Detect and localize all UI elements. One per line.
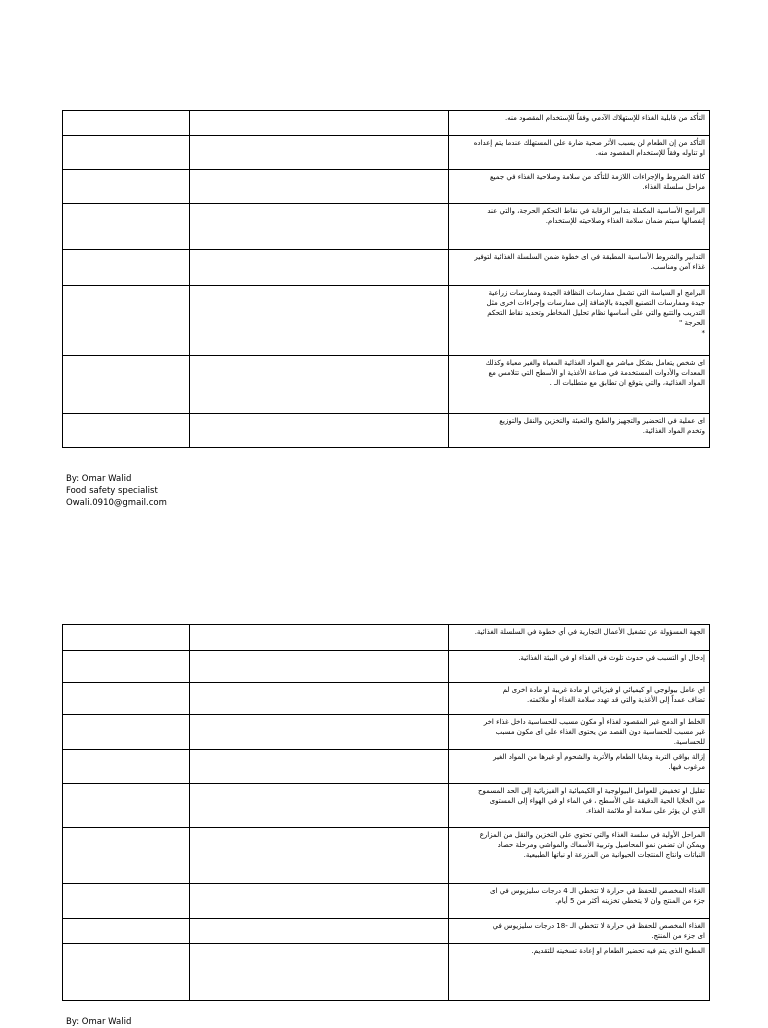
definition-text: كافة الشروط والإجراءات اللازمة للتأكد من سلامة وصلاحية الغذاء في جميع مراحل سلسلة الغذاء. <box>489 173 705 191</box>
definition-cell <box>449 250 710 286</box>
definition-cell <box>449 651 710 683</box>
definition-text: الجهة المسؤولة عن تشغيل الأعمال التجارية في أي خطوة في السلسلة الغذائية. <box>474 628 705 636</box>
table-row <box>63 286 710 356</box>
author-name: By: Omar Walid <box>66 474 132 484</box>
arabic-term-cell <box>190 784 449 828</box>
definition-cell <box>449 828 710 884</box>
table-row <box>63 784 710 828</box>
table-row <box>63 170 710 204</box>
arabic-term-cell <box>190 651 449 683</box>
definition-cell <box>449 884 710 919</box>
arabic-term-cell <box>190 919 449 944</box>
definition-text: إزالة بواقي التربة وبقايا الطعام والأتربة والشحوم أو غيرها من المواد الغير مرغوب فيها. <box>493 753 705 771</box>
definition-text: المطبخ الذي يتم فيه تحضير الطعام او إعادة تسخينه للتقديم. <box>531 947 705 955</box>
term-cell <box>63 356 190 414</box>
table-row <box>63 750 710 784</box>
term-cell <box>63 784 190 828</box>
definition-text: المراحل الأولية في سلسة الغذاء والتي تحتوي علي التخزين والنقل من المزارع ويمكن ان تضمن نمو المحاصيل وتربية الأسماك والمواشي ومرحلة حصاد النباتات وانتاج المنتجات الحيوانية من المزرعة او نباتها الطبيعية. <box>479 831 705 859</box>
author-role: Food safety specialist <box>66 486 158 496</box>
term-cell <box>63 750 190 784</box>
table-row <box>63 884 710 919</box>
table-row <box>63 111 710 136</box>
definition-cell <box>449 111 710 136</box>
term-cell <box>63 715 190 750</box>
definition-cell <box>449 136 710 170</box>
definition-text: اى عملية في التحضير والتجهيز والطبخ والتعبئة والتخزين والنقل والتوزيع وتخدم المواد الغذائية. <box>499 417 705 435</box>
definition-cell <box>449 170 710 204</box>
definition-cell <box>449 625 710 651</box>
definition-text: إدخال او التسبب في حدوث تلوث في الغذاء او في البيئة الغذائية. <box>518 654 705 662</box>
definition-cell <box>449 919 710 944</box>
table-row <box>63 356 710 414</box>
term-cell <box>63 414 190 448</box>
arabic-term-cell <box>190 414 449 448</box>
definition-text: التأكد من إن الطعام لن يسبب الأثر صحية ضارة على المستهلك عندما يتم إعداده او تناوله وفقاً للإستخدام المقصود منه. <box>473 139 705 157</box>
table-row <box>63 625 710 651</box>
arabic-term-cell <box>190 683 449 715</box>
author-email: Owali.0910@gmail.com <box>66 498 167 508</box>
term-cell <box>63 828 190 884</box>
arabic-term-cell <box>190 111 449 136</box>
arabic-term-cell <box>190 286 449 356</box>
definition-cell <box>449 204 710 250</box>
definition-cell <box>449 715 710 750</box>
table-row <box>63 944 710 1001</box>
term-cell <box>63 136 190 170</box>
arabic-term-cell <box>190 250 449 286</box>
arabic-term-cell <box>190 750 449 784</box>
table-row <box>63 715 710 750</box>
author-signature <box>66 473 167 509</box>
definition-text: البرامج الأساسية المكملة بتدابير الرقابة في نقاط التحكم الحرجة، والتي عند إنفصالها سيتم ضمان سلامة الغذاء وصلاحيته للإستخدام. <box>487 207 705 225</box>
definition-cell <box>449 286 710 356</box>
definition-cell <box>449 356 710 414</box>
definition-text: البرامج او السياسة التي تشمل ممارسات النظافة الجيدة وممارسات زراعية جيدة وممارسات التصنيع الجيدة بالإضافة إلى ممارسات وإجراءات اخرى مثل التدريب والتتبع والتي على أساسها نظام تحليل المخاطر وتحديد نقاط التحكم الحرجة " * <box>486 289 705 337</box>
term-cell <box>63 683 190 715</box>
arabic-term-cell <box>190 715 449 750</box>
term-cell <box>63 944 190 1001</box>
arabic-term-cell <box>190 625 449 651</box>
term-cell <box>63 111 190 136</box>
term-cell <box>63 625 190 651</box>
definition-text: تقليل او تخفيض للعوامل البيولوجية او الكيميائية او الفيزيائية إلى الحد المسموح من الخلايا الحية الدقيقة على الأسطح ، في الماء او في الهواء إلى المستوى الذي لن يؤثر على سلامة أو ملائمة الغذاء. <box>477 787 705 815</box>
definition-cell <box>449 414 710 448</box>
term-cell <box>63 919 190 944</box>
glossary-table-2-body <box>63 625 710 1001</box>
definition-text: اي عامل بيولوجي او كيميائي او فيزيائي او مادة غريبة او مادة اخرى لم تضاف عمداً إلى الأغذية والتي قد تهدد سلامة الغذاء أو ملائمته. <box>502 686 705 704</box>
arabic-term-cell <box>190 170 449 204</box>
glossary-table-2 <box>62 624 710 1001</box>
definition-text: الخلط او الدمج غير المقصود لغذاء أو مكون مسبب للحساسية داخل غذاء اخر غير مسبب للحساسية دون القصد من يحتوى الغذاء على اى مكون مسبب للحساسية. <box>483 718 705 746</box>
term-cell <box>63 651 190 683</box>
table-row <box>63 828 710 884</box>
definition-text: التأكد من قابلية الغذاء للإستهلاك الآدمي وفقاً للإستخدام المقصود منه. <box>505 114 705 122</box>
definition-cell <box>449 683 710 715</box>
term-cell <box>63 286 190 356</box>
definition-text: الغذاء المخصص للحفظ في حرارة لا تتخطي الـ 4 درجات سليزيوس في اى جزء من المنتج وان لا يتخطي تخزينه أكثر من 5 أيام. <box>489 887 705 905</box>
arabic-term-cell <box>190 884 449 919</box>
glossary-table-1-body <box>63 111 710 448</box>
table-row <box>63 651 710 683</box>
table-row <box>63 136 710 170</box>
definition-cell <box>449 944 710 1001</box>
definition-cell <box>449 750 710 784</box>
definition-cell <box>449 784 710 828</box>
arabic-term-cell <box>190 204 449 250</box>
definition-text: اى شخص يتعامل بشكل مباشر مع المواد الغذائية المعباة والغير معباة وكذلك المعدات والأدوات المستخدمة في صناعة الأغذية او الأسطح التي تتلامس مع المواد الغذائية، والتي يتوقع ان تطابق مع متطلبات الـ . <box>485 359 705 387</box>
author-signature-page-2 <box>66 1016 131 1028</box>
arabic-term-cell <box>190 136 449 170</box>
glossary-table-1 <box>62 110 710 448</box>
term-cell <box>63 170 190 204</box>
term-cell <box>63 204 190 250</box>
author-name: By: Omar Walid <box>66 1017 132 1027</box>
arabic-term-cell <box>190 828 449 884</box>
table-row <box>63 250 710 286</box>
definition-text: الغذاء المخصص للحفظ في حرارة لا تتخطي الـ -18 درجات سليزيوس في اى جزء من المنتج. <box>492 922 705 940</box>
table-row <box>63 414 710 448</box>
table-row <box>63 919 710 944</box>
term-cell <box>63 884 190 919</box>
definition-text: التدابير والشروط الأساسية المطبقة في اى خطوة ضمن السلسلة الغذائية لتوفير غذاء آمن ومناسب. <box>474 253 705 271</box>
arabic-term-cell <box>190 944 449 1001</box>
table-row <box>63 204 710 250</box>
arabic-term-cell <box>190 356 449 414</box>
term-cell <box>63 250 190 286</box>
table-row <box>63 683 710 715</box>
